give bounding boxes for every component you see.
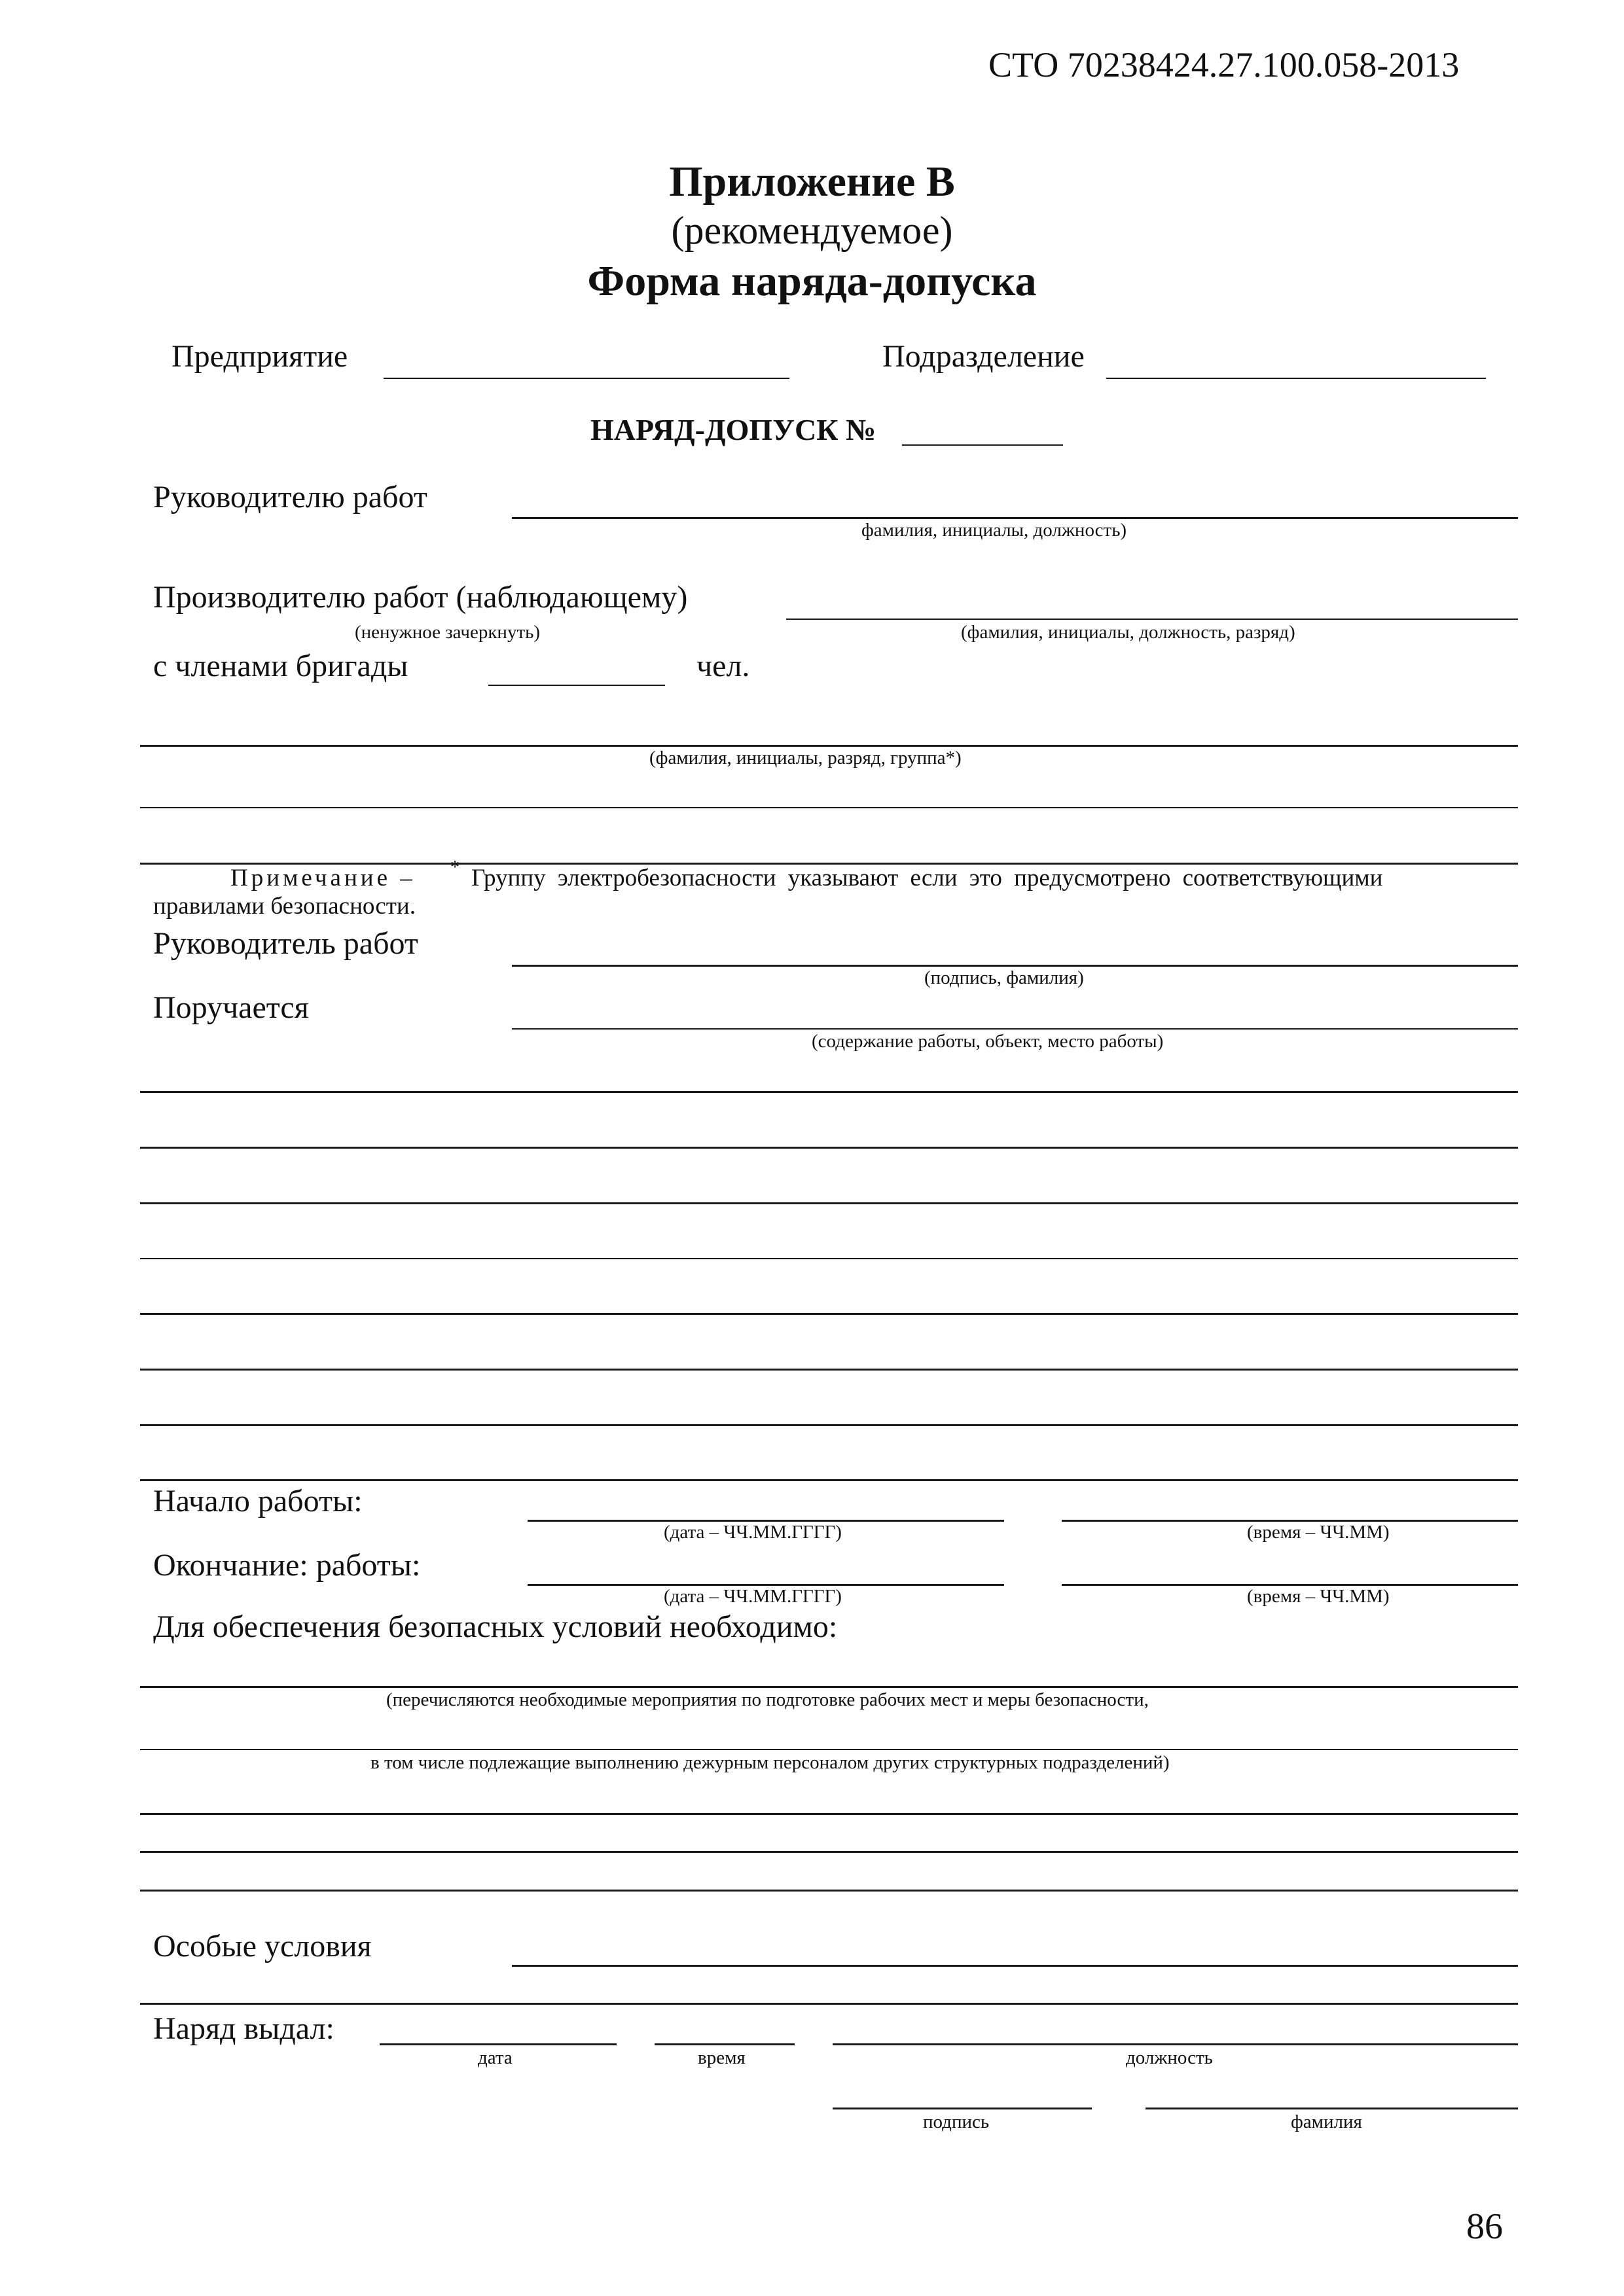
- crew-line-1[interactable]: [140, 745, 1518, 747]
- issued-position-caption: должность: [1126, 2047, 1213, 2068]
- enterprise-label: Предприятие: [171, 339, 348, 374]
- work-manager-label: Руководитель работ: [153, 926, 418, 961]
- crew-caption: (фамилия, инициалы, разряд, группа*): [649, 747, 962, 768]
- safety-line-1[interactable]: [140, 1686, 1518, 1688]
- safety-line-5[interactable]: [140, 1890, 1518, 1892]
- note-marker: *: [450, 857, 460, 878]
- work-manager-caption: (подпись, фамилия): [924, 967, 1084, 988]
- crew-count-field[interactable]: [488, 685, 665, 686]
- issued-date-caption: дата: [478, 2047, 513, 2068]
- start-time-caption: (время – ЧЧ.ММ): [1247, 1522, 1390, 1543]
- safety-heading: Для обеспечения безопасных условий необходимо:: [153, 1609, 838, 1644]
- work-content-line-3[interactable]: [140, 1202, 1518, 1204]
- permit-number-field[interactable]: [902, 444, 1063, 446]
- entrusted-caption: (содержание работы, объект, место работы): [812, 1031, 1164, 1052]
- safety-line-4[interactable]: [140, 1851, 1518, 1853]
- work-content-line-5[interactable]: [140, 1313, 1518, 1315]
- work-manager-to-label: Руководителю работ: [153, 480, 427, 514]
- start-date-caption: (дата – ЧЧ.ММ.ГГГГ): [664, 1522, 842, 1543]
- issued-time-caption: время: [698, 2047, 746, 2068]
- entrusted-field[interactable]: [512, 1028, 1518, 1030]
- work-manager-to-field[interactable]: [512, 517, 1518, 519]
- note-text-line1: Группу электробезопасности указывают если это предусмотрено соответствующими: [471, 865, 1383, 891]
- work-content-line-2[interactable]: [140, 1147, 1518, 1149]
- work-content-line-6[interactable]: [140, 1369, 1518, 1371]
- crew-members-label: с членами бригады: [153, 649, 408, 683]
- issued-by-label: Наряд выдал:: [153, 2011, 334, 2046]
- work-content-line-4[interactable]: [140, 1258, 1518, 1259]
- safety-line-3[interactable]: [140, 1813, 1518, 1815]
- note-text-line2: правилами безопасности.: [153, 893, 416, 920]
- issued-date-field[interactable]: [380, 2043, 617, 2045]
- safety-caption-line1: (перечисляются необходимые мероприятия по подготовке рабочих мест и меры безопасности,: [386, 1689, 1149, 1710]
- safety-line-2[interactable]: [140, 1749, 1518, 1750]
- special-conditions-field[interactable]: [512, 1965, 1518, 1967]
- page-number: 86: [1466, 2206, 1503, 2247]
- work-manager-to-caption: фамилия, инициалы, должность): [861, 520, 1127, 541]
- document-code: СТО 70238424.27.100.058-2013: [988, 45, 1460, 84]
- work-content-line-7[interactable]: [140, 1424, 1518, 1426]
- producer-caption: (фамилия, инициалы, должность, разряд): [961, 622, 1295, 643]
- work-content-line-8[interactable]: [140, 1479, 1518, 1481]
- work-producer-field[interactable]: [786, 619, 1518, 620]
- issued-signature-caption: подпись: [923, 2111, 990, 2132]
- special-conditions-label: Особые условия: [153, 1929, 372, 1964]
- crew-line-2[interactable]: [140, 807, 1518, 808]
- issued-time-field[interactable]: [655, 2043, 795, 2045]
- end-label: Окончание: работы:: [153, 1548, 421, 1583]
- end-time-caption: (время – ЧЧ.ММ): [1247, 1586, 1390, 1607]
- work-producer-label: Производителю работ (наблюдающему): [153, 580, 688, 615]
- appendix-status: (рекомендуемое): [671, 209, 953, 252]
- work-manager-signature-field[interactable]: [512, 965, 1518, 967]
- persons-unit: чел.: [696, 649, 750, 683]
- note-label: Примечание –: [230, 865, 416, 891]
- division-label: Подразделение: [882, 339, 1085, 374]
- issued-surname-caption: фамилия: [1291, 2111, 1362, 2132]
- safety-caption-line2: в том числе подлежащие выполнению дежурным персоналом других структурных подразделений): [370, 1752, 1170, 1773]
- appendix-title: Приложение В: [669, 158, 955, 206]
- form-title: Форма наряда-допуска: [587, 257, 1037, 305]
- issued-signature-field[interactable]: [833, 2108, 1092, 2109]
- issued-position-field[interactable]: [833, 2043, 1518, 2045]
- entrusted-label: Поручается: [153, 990, 309, 1025]
- issued-surname-field[interactable]: [1146, 2108, 1518, 2109]
- division-field[interactable]: [1106, 378, 1486, 379]
- permit-title: НАРЯД-ДОПУСК №: [590, 413, 876, 446]
- strike-unneeded-caption: (ненужное зачеркнуть): [355, 622, 541, 643]
- enterprise-field[interactable]: [384, 378, 789, 379]
- work-content-line-1[interactable]: [140, 1091, 1518, 1093]
- special-conditions-line-2[interactable]: [140, 2003, 1518, 2005]
- end-date-caption: (дата – ЧЧ.ММ.ГГГГ): [664, 1586, 842, 1607]
- start-label: Начало работы:: [153, 1484, 363, 1518]
